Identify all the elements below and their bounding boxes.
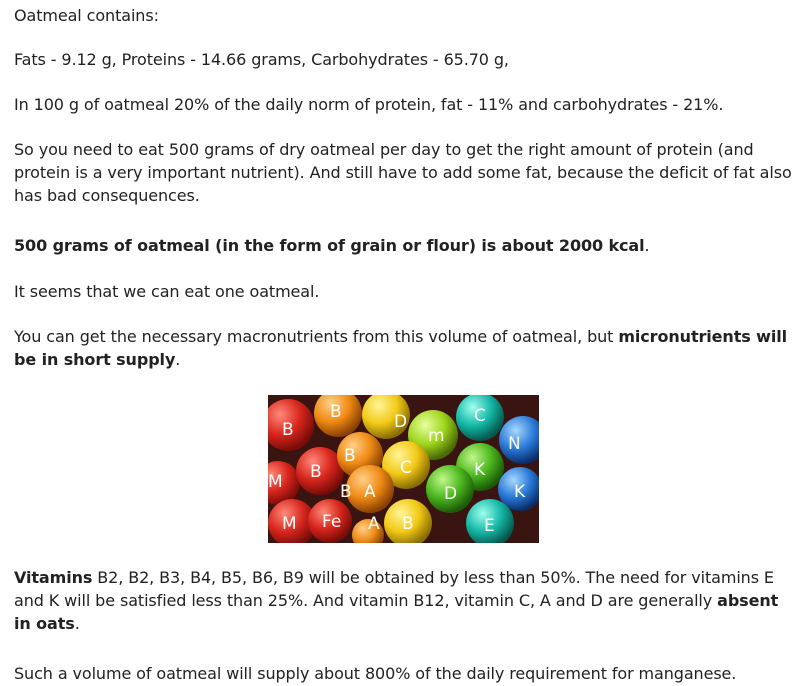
ball-label-d2: D [444,484,458,504]
paragraph-vitamins [14,566,792,635]
micronutrients-bold-text: micronutrients will be in short supply [14,327,787,369]
paragraph-intro: Oatmeal contains: [14,6,159,25]
paragraph-one-oatmeal: It seems that we can eat one oatmeal. [14,282,320,301]
ball-label-m: m [428,426,445,446]
ball-label-a: A [364,482,376,502]
ball-label-b4: B [344,446,356,466]
ball-label-mn2: M [282,514,297,534]
micronutrients-tail: . [175,350,181,369]
ball-label-c2: C [400,458,412,478]
vitamins-body: B2, B2, B3, B4, B5, B6, B9 will be obtained by less than 50%. The need for vitamins E and K will be satisfied less than 25%. And vitamin B12, vitamin C, A and D are generally [14,568,774,610]
ball-label-n: N [508,434,521,454]
ball-label-b6: B [402,514,414,534]
kcal-bold-text: 500 grams of oatmeal (in the form of grain or flour) is about 2000 kcal [14,236,645,255]
ball-label-b2: B [330,402,342,422]
kcal-tail: . [644,236,650,255]
ball-label-fe: Fe [322,512,342,532]
vitamin-balls-illustration [268,395,539,543]
micronutrients-lead: You can get the necessary macronutrients from this volume of oatmeal, but [14,327,619,346]
ball-label-e: E [484,516,495,536]
ball-label-d: D [394,412,408,432]
ball-label-k2: K [514,482,526,502]
ball-label-k: K [474,460,486,480]
ball-label-b1: B [282,420,294,440]
ball-label-b5: B [340,482,352,502]
vitamins-tail: . [74,614,80,633]
paragraph-macros: Fats - 9.12 g, Proteins - 14.66 grams, Carbohydrates - 65.70 g, [14,50,509,69]
ball-label-mn: M [268,472,283,492]
vitamin-balls-image [268,395,539,543]
vitamins-bold-text: Vitamins [14,568,93,587]
absent-in-oats-bold-text: absent in oats [14,591,779,633]
paragraph-manganese: Such a volume of oatmeal will supply about 800% of the daily requirement for manganese. [14,664,737,683]
ball-label-b3: B [310,462,322,482]
ball-label-a2: A [368,514,380,534]
paragraph-micronutrients [14,325,792,371]
ball-label-c: C [474,406,486,426]
paragraph-kcal [14,234,792,257]
paragraph-daily-norm: In 100 g of oatmeal 20% of the daily norm of protein, fat - 11% and carbohydrates - 21%. [14,95,724,114]
paragraph-500-grams: So you need to eat 500 grams of dry oatmeal per day to get the right amount of protein (and protein is a very important nutrient). And still have to add some fat, because the deficit of fat also has bad consequences. [14,140,792,205]
